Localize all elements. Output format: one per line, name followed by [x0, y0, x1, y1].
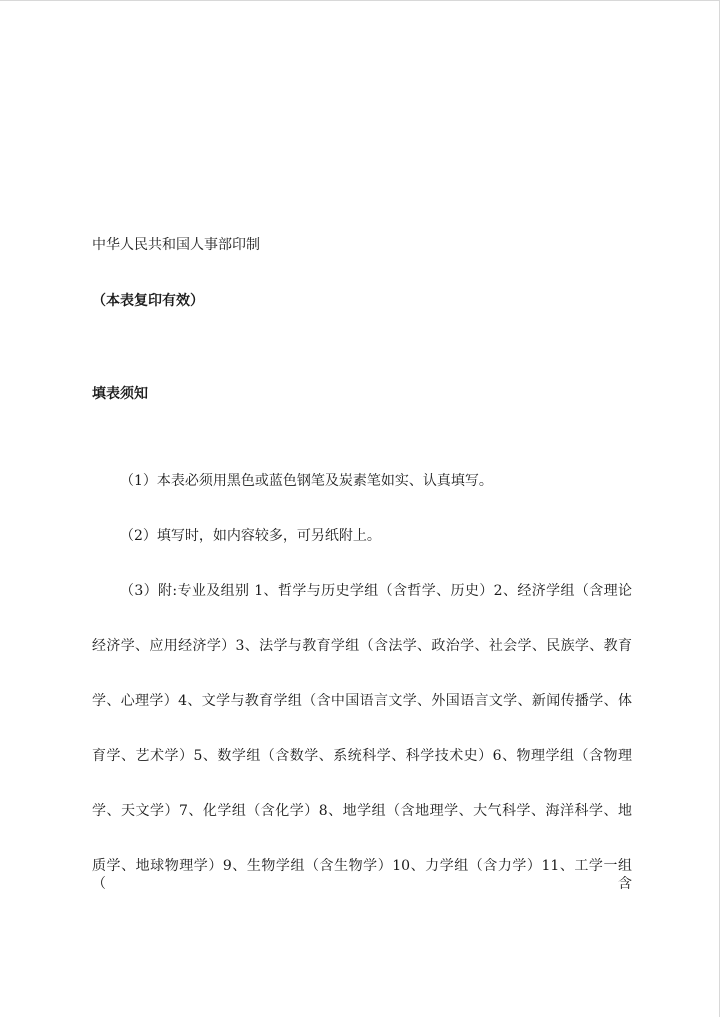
- instruction-item-3-line: 质学、地球物理学）9、生物学组（含生物学）10、力学组（含力学）11、工学一组（含: [92, 858, 632, 892]
- instruction-item-3-line: 经济学、应用经济学）3、法学与教育学组（含法学、政治学、社会学、民族学、教育: [92, 638, 632, 654]
- instruction-item-2: （2）填写时，如内容较多，可另纸附上。: [120, 528, 381, 544]
- instruction-item-3-line: 学、心理学）4、文学与教育学组（含中国语言文学、外国语言文学、新闻传播学、体: [92, 693, 632, 709]
- instruction-item-3-line: （3）附:专业及组别 1、哲学与历史学组（含哲学、历史）2、经济学组（含理论: [120, 583, 632, 599]
- instructions-heading: 填表须知: [92, 386, 148, 402]
- publisher-line: 中华人民共和国人事部印制: [92, 237, 260, 253]
- instruction-item-3-line: 育学、艺术学）5、数学组（含数学、系统科学、科学技术史）6、物理学组（含物理: [92, 748, 632, 764]
- instruction-item-1: （1）本表必须用黑色或蓝色钢笔及炭素笔如实、认真填写。: [120, 473, 493, 489]
- copy-validity-note: （本表复印有效）: [92, 293, 204, 309]
- instruction-item-3-line: 学、天文学）7、化学组（含化学）8、地学组（含地理学、大气科学、海洋科学、地: [92, 803, 632, 819]
